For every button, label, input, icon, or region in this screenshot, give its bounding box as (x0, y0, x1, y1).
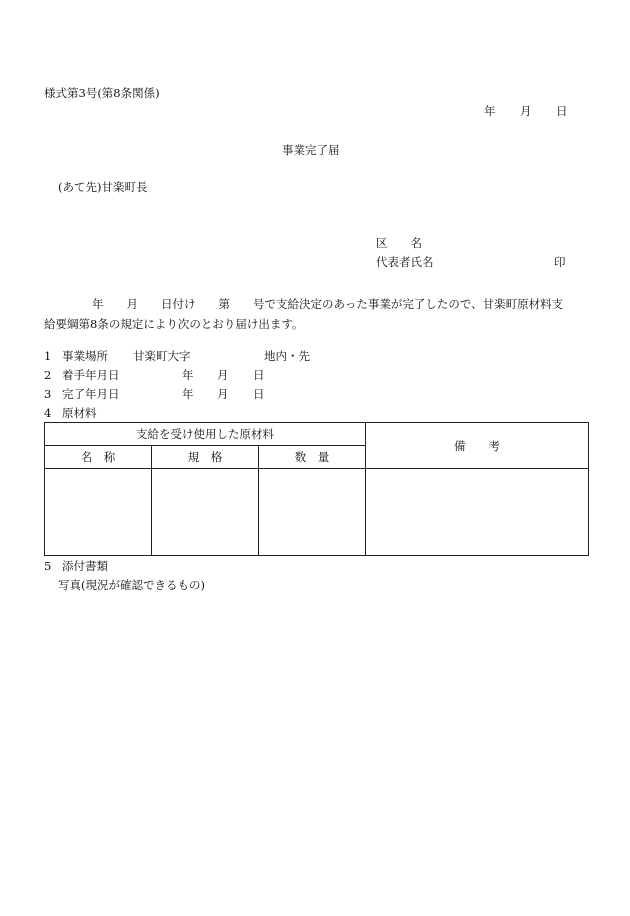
addressee: (あて先)甘楽町長 (58, 180, 148, 194)
item-5-number: 5 (44, 559, 52, 573)
item-2-number: 2 (44, 368, 52, 382)
item-3-label: 完了年月日 (62, 387, 120, 401)
item-1-label: 事業場所 (62, 349, 108, 363)
item-2-year: 年 (182, 368, 194, 382)
materials-table (44, 422, 589, 556)
seal-label: 印 (554, 255, 566, 269)
item-4-number: 4 (44, 406, 52, 420)
date-month-label: 月 (520, 104, 532, 118)
item-1-number: 1 (44, 349, 52, 363)
item-5-label: 添付書類 (62, 559, 108, 573)
item-4-label: 原材料 (62, 406, 97, 420)
remarks-header: 備 考 (366, 423, 589, 469)
representative-name-label: 代表者氏名 (376, 255, 434, 269)
item-2-day: 日 (253, 368, 265, 382)
cell-spec (152, 469, 259, 556)
item-1-town: 甘楽町大字 (133, 349, 191, 363)
column-header-quantity: 数 量 (259, 446, 366, 469)
item-2-label: 着手年月日 (62, 368, 120, 382)
item-2-month: 月 (217, 368, 229, 382)
item-3-day: 日 (253, 387, 265, 401)
attachment-photo: 写真(現況が確認できるもの) (58, 578, 205, 592)
cell-quantity (259, 469, 366, 556)
item-3-year: 年 (182, 387, 194, 401)
item-3-number: 3 (44, 387, 52, 401)
district-name-label: 区 名 (376, 236, 422, 250)
item-3-month: 月 (217, 387, 229, 401)
column-header-spec: 規 格 (152, 446, 259, 469)
body-line-2: 給要綱第8条の規定により次のとおり届け出ます。 (44, 317, 304, 331)
column-header-name: 名 称 (45, 446, 152, 469)
date-year-label: 年 (484, 104, 496, 118)
form-number: 様式第3号(第8条関係) (44, 86, 160, 100)
document-title: 事業完了届 (282, 143, 340, 157)
body-paragraph (44, 294, 584, 334)
materials-group-header: 支給を受け使用した原材料 (45, 423, 366, 446)
cell-name (45, 469, 152, 556)
item-1-suffix: 地内・先 (264, 349, 310, 363)
body-line-1: 年 月 日付け 第 号で支給決定のあった事業が完了したので、甘楽町原材料支 (92, 297, 564, 311)
date-day-label: 日 (556, 104, 568, 118)
cell-remarks (366, 469, 589, 556)
